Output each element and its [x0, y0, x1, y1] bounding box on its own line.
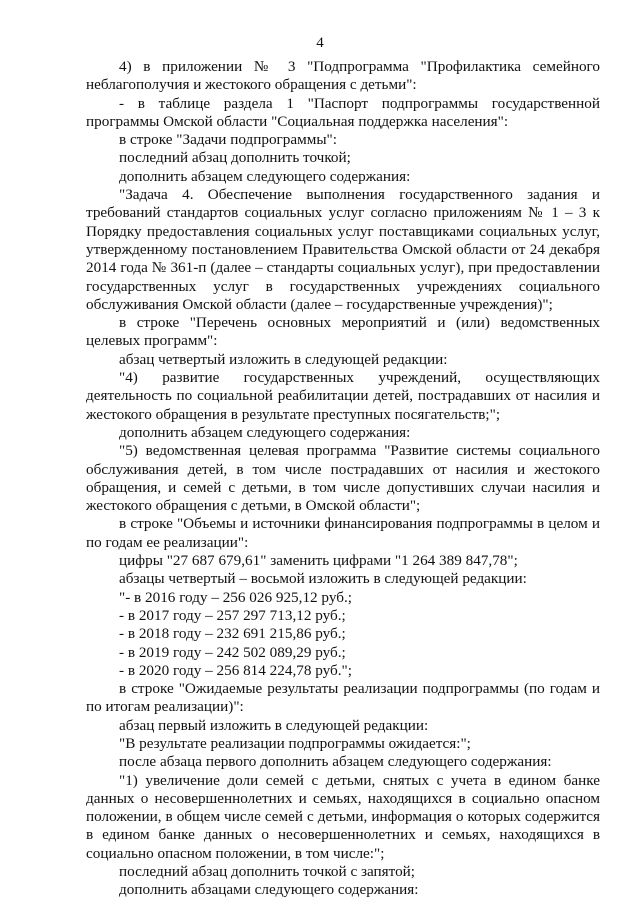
page-number: 4 [316, 35, 324, 51]
paragraph-semicolon: последний абзац дополнить точкой с запятой; [119, 863, 416, 881]
paragraph-after-abzac-1: после абзаца первого дополнить абзацем следующего содержания: [119, 753, 552, 771]
paragraph-figures-replace: цифры "27 687 679,61" заменить цифрами "1 264 389 847,78"; [119, 552, 518, 570]
paragraph-add-abzac-2: дополнить абзацем следующего содержания: [119, 423, 411, 441]
paragraph-year-2019: - в 2019 году – 242 502 089,29 руб.; [119, 643, 346, 661]
paragraph-results-row: в строке "Ожидаемые результаты реализации подпрограммы (по годам и по итогам реализации)": [86, 680, 600, 716]
paragraph-abzac-1: абзац первый изложить в следующей редакции: [119, 716, 429, 734]
paragraph-year-2017: - в 2017 году – 257 297 713,12 руб.; [119, 606, 346, 624]
paragraph-abzac-4: абзац четвертый изложить в следующей редакции: [119, 350, 448, 368]
paragraph-add-abzac: дополнить абзацем следующего содержания: [119, 167, 411, 185]
paragraph-table-section: - в таблице раздела 1 "Паспорт подпрограммы государственной программы Омской области "Социальная поддержка населения": [86, 94, 600, 130]
paragraph-last-abzac: последний абзац дополнить точкой; [119, 149, 351, 167]
paragraph-add-abzacs: дополнить абзацами следующего содержания: [119, 881, 419, 899]
paragraph-financing-row: в строке "Объемы и источники финансирования подпрограммы в целом и по годам ее реализации": [86, 515, 600, 551]
paragraph-item-5-text: "5) ведомственная целевая программа "Развитие системы социального обслуживания детей, в том числе пострадавших от насилия и жестокого обращения, и семей с детьми, в том числе допустивших случаи насилия и жестокого обращения с детьми, в Омской области"; [86, 442, 600, 515]
paragraph-item-4-text: "4) развитие государственных учреждений, осуществляющих деятельность по социальной реабилитации детей, пострадавших от насилия и жестокого обращения в результате преступных посягательств;"; [86, 369, 600, 423]
paragraph-tasks-row: в строке "Задачи подпрограммы": [119, 131, 337, 149]
paragraph-item-4: 4) в приложении № 3 "Подпрограмма "Профилактика семейного неблагополучия и жестокого обращения с детьми": [86, 58, 600, 94]
paragraph-item-1-text: "1) увеличение доли семей с детьми, снятых с учета в едином банке данных о несовершеннолетних и семьях, находящихся в социально опасном положении, в общем числе семей с детьми, информация о которых содержится в едином банке данных о несовершеннолетних и семьях, находящихся в социально опасном положении, в том числе:"; [86, 771, 600, 862]
paragraph-abzacs-4-8: абзацы четвертый – восьмой изложить в следующей редакции: [119, 570, 527, 588]
paragraph-year-2016: "- в 2016 году – 256 026 925,12 руб.; [119, 588, 352, 606]
paragraph-measures-row: в строке "Перечень основных мероприятий и (или) ведомственных целевых программ": [86, 314, 600, 350]
paragraph-task-4: "Задача 4. Обеспечение выполнения государственного задания и требований стандартов социальных услуг согласно приложениям № 1 – 3 к Порядку предоставления социальных услуг поставщиками социальных услуг, утвержденному постановлением Правительства Омской области от 24 декабря 2014 года № 361-п (далее – стандарты социальных услуг), при предоставлении государственных услуг в государственных учреждениях социального обслуживания Омской области (далее – государственные учреждения)"; [86, 186, 600, 313]
paragraph-expected: "В результате реализации подпрограммы ожидается:"; [119, 734, 471, 752]
paragraph-year-2020: - в 2020 году – 256 814 224,78 руб."; [119, 661, 352, 679]
document-body [86, 58, 600, 900]
paragraph-year-2018: - в 2018 году – 232 691 215,86 руб.; [119, 625, 346, 643]
